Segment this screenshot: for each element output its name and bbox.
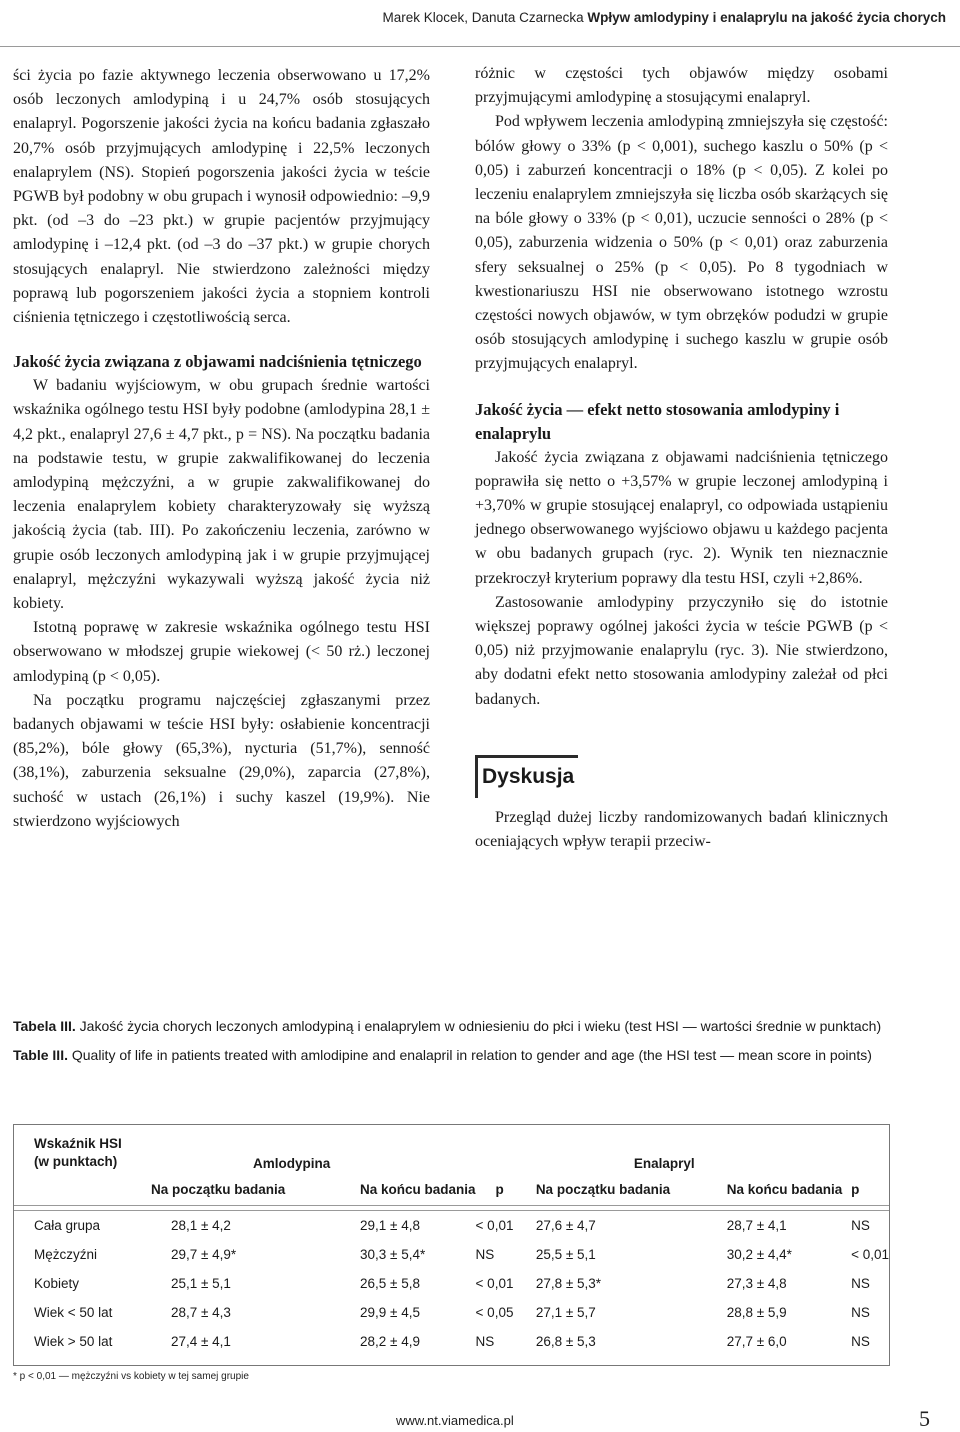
subheader-enal-p: p — [851, 1173, 889, 1206]
cell: 26,5 ± 5,8 — [360, 1276, 420, 1291]
header-enalapryl-label: Enalapryl — [633, 1156, 695, 1171]
cell: NS — [475, 1247, 495, 1262]
left-paragraph-1: ści życia po fazie aktywnego leczenia obserwowano u 17,2% osób leczonych amlodypiną i u 24,7% osób stosujących enalapryl. Pogorszenie jakości życia na końcu badania zgłaszało 20,7% osób przyjmujących amlodypinę i 22,5% leczonych enalaprylem (NS). Stopień pogorszenia jakości życia w teście PGWB był podobny w obu grupach i wynosił odpowiednio: –9,9 pkt. (od –3 do –23 pkt.) w grupie pacjentów przyjmujący amlodypinę i –12,4 pkt. (od –3 do –37 pkt.) w grupie chorych stosujących enalapryl. Nie stwierdzono zależności między poprawą lub pogorszeniem jakości życia a stopniem kontroli ciśnienia tętniczego i częstotliwością serca. — [13, 67, 430, 327]
subheader-enal-end: Na końcu badania — [727, 1173, 851, 1206]
cell: 30,2 ± 4,4* — [726, 1247, 792, 1262]
left-column — [13, 64, 430, 834]
table-row — [14, 1269, 889, 1298]
header-spacer-2 — [476, 1125, 536, 1173]
header-hsi-line2: (w punktach) — [34, 1154, 118, 1169]
cell: 27,1 ± 5,7 — [535, 1305, 596, 1320]
row-label: Mężczyźni — [34, 1247, 98, 1262]
row-label: Wiek > 50 lat — [34, 1334, 113, 1349]
right-paragraph-4: Zastosowanie amlodypiny przyczyniło się do istotnie większej poprawy ogólnej jakości życia w teście PGWB (p < 0,05) niż przyjmowanie enalaprylu (ryc. 3). Nie stwierdzono, aby dodatni efekt netto stosowania amlodypiny zależał od płci badanych. — [475, 593, 888, 708]
cell: 27,4 ± 4,1 — [170, 1334, 231, 1349]
header-title: Wpływ amlodypiny i enalaprylu na jakość życia chorych — [587, 10, 946, 25]
cell: < 0,01 — [475, 1218, 514, 1233]
cell: 27,6 ± 4,7 — [535, 1218, 596, 1233]
cell: NS — [475, 1334, 495, 1349]
cell: < 0,01 — [851, 1247, 889, 1262]
cell: 30,3 ± 5,4* — [360, 1247, 426, 1262]
page-number: 5 — [919, 1406, 930, 1431]
running-header — [0, 0, 960, 47]
table-caption — [13, 1016, 943, 1074]
subheader-amlo-end: Na końcu badania — [360, 1173, 476, 1206]
dyskusja-heading: Dyskusja — [482, 764, 575, 788]
cell: 27,7 ± 6,0 — [726, 1334, 787, 1349]
caption-polish — [13, 1016, 943, 1036]
cell: 28,7 ± 4,1 — [726, 1218, 787, 1233]
table-row — [14, 1327, 889, 1356]
header-spacer-4 — [851, 1125, 889, 1173]
journal-url-link[interactable]: www.nt.viamedica.pl — [396, 1413, 514, 1428]
header-hsi-line1: Wskaźnik HSI — [34, 1136, 122, 1151]
right-column — [475, 62, 888, 854]
header-amlodypina-label: Amlodypina — [252, 1156, 331, 1171]
header-enalapryl — [536, 1125, 727, 1173]
section-title-hypertension-symptoms: Jakość życia związana z objawami nadciśnienia tętniczego — [13, 352, 422, 372]
cell: NS — [851, 1218, 870, 1233]
cell: 26,8 ± 5,3 — [535, 1334, 596, 1349]
cell: 29,1 ± 4,8 — [360, 1218, 420, 1233]
header-amlodypina — [137, 1125, 360, 1173]
table-row — [14, 1211, 889, 1241]
left-paragraph-3: Istotną poprawę w zakresie wskaźnika ogólnego testu HSI obserwowano w młodszej grupie wiekowej (< 50 rż.) leczonej amlodypiną (p < 0,05). — [13, 619, 430, 685]
hsi-table — [13, 1124, 890, 1366]
dyskusja-heading-box — [475, 755, 578, 798]
subheader-amlo-p: p — [476, 1173, 536, 1206]
right-paragraph-3: Jakość życia związana z objawami nadciśnienia tętniczego poprawiła się netto o +3,57% w grupie leczonej amlodypiną i +3,70% w grupie stosującej enalapryl, co odpowiada ustąpieniu jednego obserwowanego wyjściowo objawu u każdego pacjenta w obu badanych grupach (ryc. 2). Wynik ten nieznacznie przekroczył kryterium poprawy dla testu HSI, czyli +2,86%. — [475, 448, 888, 587]
cell: 27,8 ± 5,3* — [535, 1276, 602, 1291]
cell: < 0,01 — [475, 1276, 514, 1291]
cell: < 0,05 — [475, 1305, 514, 1320]
caption-english-text: Quality of life in patients treated with amlodipine and enalapril in relation to gender and age (the HSI test — mean score in points) — [71, 1047, 872, 1063]
right-paragraph-2: Pod wpływem leczenia amlodypiną zmniejszyła się częstość: bólów głowy o 33% (p < 0,001), suchego kaszlu o 50% (p < 0,05) i zaburzeń koncentracji o 18% (p < 0,05). Z kolei po leczeniu enalaprylem zmniejszyła się liczba osób skarżących się na bóle głowy o 33% (p < 0,01), uczucie senności o 28% (p < 0,05), zaburzenia widzenia o 50% (p < 0,01) oraz zaburzenia sfery seksualnej o 25% (p < 0,05). Po 8 tygodniach w kwestionariuszu HSI nie obserwowano istotnego wzrostu częstości nowych objawów, w tym obrzęków podudzi w grupie osób stosujących amlodypinę i suchego kaszlu w grupie osób przyjmujących enalapryl. — [475, 113, 888, 373]
table-footnote: * p < 0,01 — mężczyźni vs kobiety w tej samej grupie — [13, 1371, 249, 1382]
table-header-row-groups — [14, 1125, 889, 1173]
left-paragraph-2: W badaniu wyjściowym, w obu grupach średnie wartości wskaźnika ogólnego testu HSI były podobne (amlodypina 28,1 ± 4,2 pkt., enalapryl 27,6 ± 4,7 pkt., p = NS). Na początku badania na podstawie testu, w grupie zakwalifikowanej do leczenia amlodypiną mężczyźni, a w grupie zakwalifikowanej do leczenia enalaprylem kobiety charakteryzowały się wyższą jakością życia (tab. III). Po zakończeniu leczenia, zarówno w grupie osób leczonych amlodypiną jak i w grupie przyjmującej enalapryl, mężczyźni wykazywali wyższą jakość życia niż kobiety. — [13, 377, 430, 613]
running-header-text — [383, 10, 946, 25]
cell: 28,2 ± 4,9 — [360, 1334, 420, 1349]
cell: 28,7 ± 4,3 — [170, 1305, 231, 1320]
header-spacer-1 — [360, 1125, 476, 1173]
cell: NS — [851, 1276, 870, 1291]
table-header-row-sub — [14, 1173, 889, 1206]
subheader-amlo-start: Na początku badania — [137, 1173, 360, 1206]
cell: 25,5 ± 5,1 — [535, 1247, 596, 1262]
caption-polish-text: Jakość życia chorych leczonych amlodypiną i enalaprylem w odniesieniu do płci i wieku (test HSI — wartości średnie w punktach) — [79, 1018, 882, 1034]
caption-english-label: Table III. — [13, 1047, 68, 1063]
cell: 27,3 ± 4,8 — [726, 1276, 787, 1291]
right-paragraph-1: różnic w częstości tych objawów między osobami przyjmującymi amlodypinę a stosującymi enalapryl. — [475, 65, 888, 107]
cell: 29,9 ± 4,5 — [360, 1305, 420, 1320]
table-row — [14, 1240, 889, 1269]
header-spacer-3 — [727, 1125, 851, 1173]
section-title-net-effect: Jakość życia — efekt netto stosowania amlodypiny i enalaprylu — [475, 399, 840, 443]
cell: 28,8 ± 5,9 — [726, 1305, 787, 1320]
caption-polish-label: Tabela III. — [13, 1018, 76, 1034]
header-hsi-indicator — [14, 1125, 137, 1173]
row-label: Cała grupa — [34, 1218, 101, 1233]
header-authors: Marek Klocek, Danuta Czarnecka — [382, 10, 584, 25]
table-row — [14, 1298, 889, 1327]
caption-english — [13, 1045, 943, 1065]
cell: NS — [851, 1305, 870, 1320]
cell: 28,1 ± 4,2 — [170, 1218, 231, 1233]
cell: NS — [851, 1334, 870, 1349]
row-label: Kobiety — [34, 1276, 80, 1291]
subheader-enal-start: Na początku badania — [536, 1173, 727, 1206]
row-label: Wiek < 50 lat — [34, 1305, 113, 1320]
cell: 25,1 ± 5,1 — [170, 1276, 231, 1291]
subheader-empty — [14, 1173, 137, 1206]
cell: 29,7 ± 4,9* — [170, 1247, 237, 1262]
left-paragraph-4: Na początku programu najczęściej zgłaszanymi przez badanych objawami w teście HSI były: osłabienie koncentracji (85,2%), bóle głowy (65,3%), nycturia (51,7%), senność (38,1%), zaburzenia seksualne (29,0%), zaparcia (27,8%), suchość w ustach (26,1%) i suchy kaszel (19,9%). Nie stwierdzono wyjściowych — [13, 691, 430, 830]
right-paragraph-5: Przegląd dużej liczby randomizowanych badań klinicznych oceniających wpływ terapii przeciw- — [475, 808, 888, 851]
